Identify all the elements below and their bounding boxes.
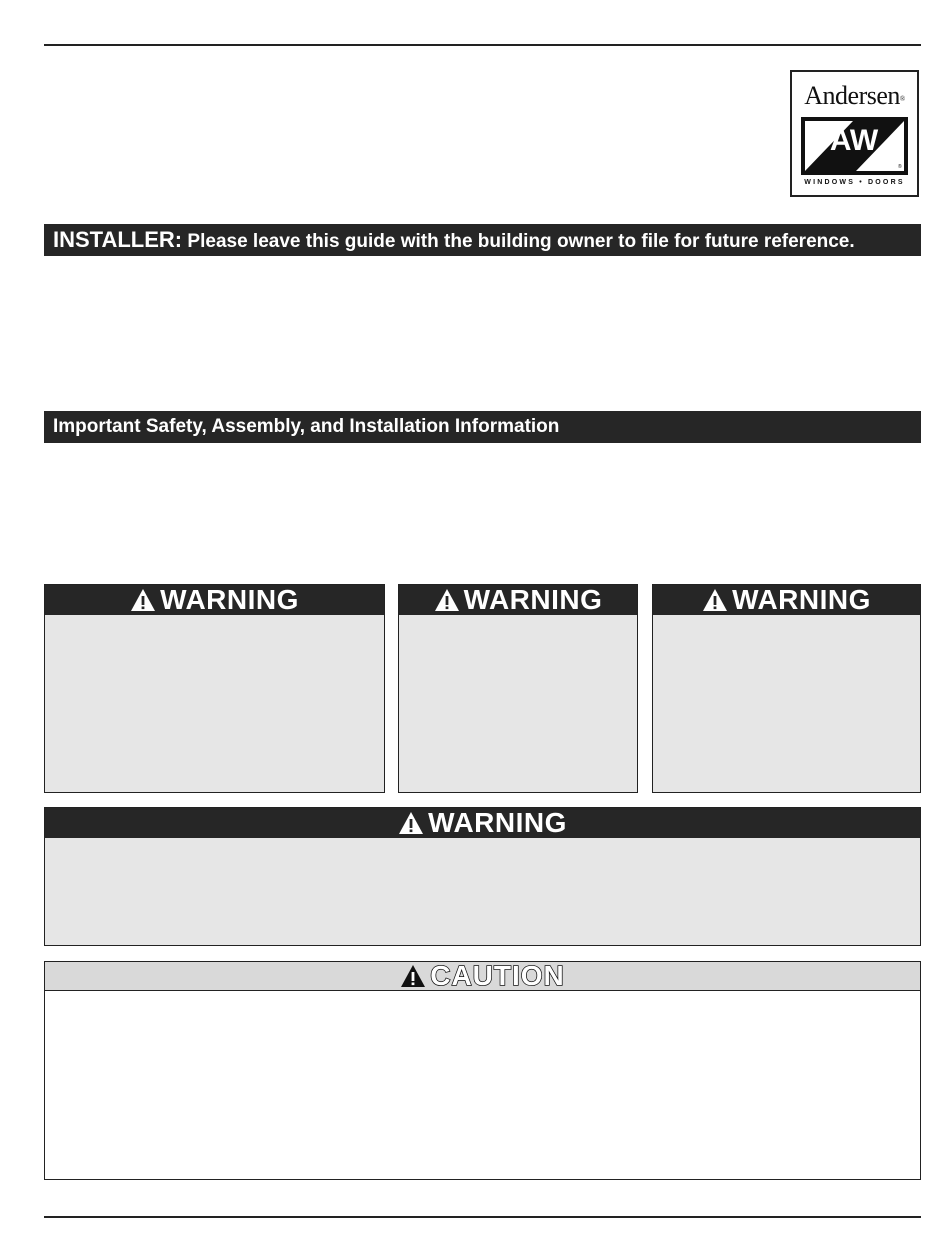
warning-triangle-icon xyxy=(130,588,156,612)
warning-panel-3 xyxy=(652,584,921,793)
warning-panel-wide xyxy=(44,807,921,946)
andersen-logo xyxy=(790,70,919,197)
svg-text:®: ® xyxy=(898,164,902,170)
installer-lead: INSTALLER: xyxy=(53,227,183,252)
warning-label-2: WARNING xyxy=(463,584,603,615)
warning-header-2 xyxy=(399,585,637,615)
warning-label-wide: WARNING xyxy=(428,807,567,838)
warning-header-1 xyxy=(45,585,384,615)
warning-label-3: WARNING xyxy=(732,584,871,615)
warning-header-wide xyxy=(45,808,920,838)
caution-header xyxy=(45,962,920,991)
caution-label: CAUTION xyxy=(430,960,565,991)
caution-body xyxy=(45,991,920,1179)
caution-panel xyxy=(44,961,921,1180)
logo-monogram-icon xyxy=(801,117,908,175)
safety-section-heading: Important Safety, Assembly, and Installation Information xyxy=(44,411,921,443)
logo-tagline: WINDOWS • DOORS xyxy=(804,179,905,186)
installer-text: Please leave this guide with the building owner to file for future reference. xyxy=(187,231,855,252)
warning-header-3 xyxy=(653,585,920,615)
warning-panel-1 xyxy=(44,584,385,793)
installer-banner xyxy=(44,224,921,256)
top-rule xyxy=(44,44,921,46)
caution-triangle-icon xyxy=(400,964,426,988)
warning-triangle-icon xyxy=(702,588,728,612)
warning-triangle-icon xyxy=(398,811,424,835)
svg-text:AW: AW xyxy=(829,124,879,157)
warning-panel-2 xyxy=(398,584,638,793)
bottom-rule xyxy=(44,1216,921,1218)
logo-brand-name: Andersen® xyxy=(804,81,905,110)
warning-label-1: WARNING xyxy=(160,584,299,615)
warning-triangle-icon xyxy=(434,588,460,612)
